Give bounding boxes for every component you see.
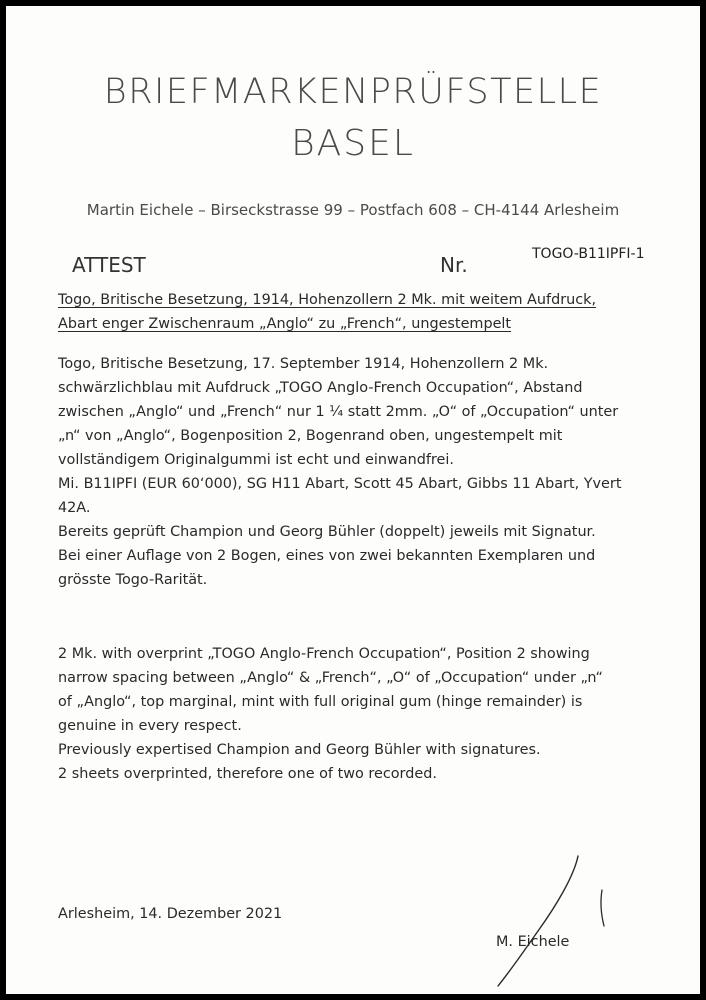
body-de-line: Bei einer Auflage von 2 Bogen, eines von zwei bekannten Exemplaren und <box>58 548 596 564</box>
body-de-line: vollständigem Originalgummi ist echt und einwandfrei. <box>58 452 454 468</box>
body-de-line: Bereits geprüft Champion und Georg Bühler (doppelt) jeweils mit Signatur. <box>58 524 596 540</box>
body-en-line: genuine in every respect. <box>58 718 242 734</box>
header-title-line2: BASEL <box>291 123 415 164</box>
body-de-line: 42A. <box>58 500 91 516</box>
body-de-line: „n“ von „Anglo“, Bogenposition 2, Bogenrand oben, ungestempelt mit <box>58 428 563 444</box>
body-en-line: of „Anglo“, top marginal, mint with full original gum (hinge remainder) is <box>58 694 583 710</box>
attest-number: TOGO-B11IPFI-1 <box>532 246 645 262</box>
attest-label: ATTEST <box>72 253 146 277</box>
signature-mark <box>476 846 626 994</box>
header-address: Martin Eichele – Birseckstrasse 99 – Postfach 608 – CH-4144 Arlesheim <box>86 201 620 219</box>
certificate-page <box>6 6 700 994</box>
nr-label: Nr. <box>440 253 468 277</box>
body-en-line: narrow spacing between „Anglo“ & „French“, „O“ of „Occupation“ under „n“ <box>58 670 603 686</box>
body-de-line: Togo, Britische Besetzung, 17. September 1914, Hohenzollern 2 Mk. <box>58 356 549 372</box>
body-de-line: grösste Togo-Rarität. <box>58 572 208 588</box>
body-de-line: Mi. B11IPFI (EUR 60‘000), SG H11 Abart, Scott 45 Abart, Gibbs 11 Abart, Yvert <box>58 476 622 492</box>
signer-name: M. Eichele <box>496 934 570 950</box>
body-en-line: 2 Mk. with overprint „TOGO Anglo-French Occupation“, Position 2 showing <box>58 646 590 662</box>
header-title-line1: BRIEFMARKENPRÜFSTELLE <box>103 72 603 112</box>
subject-line-1: Togo, Britische Besetzung, 1914, Hohenzollern 2 Mk. mit weitem Aufdruck, <box>58 292 597 308</box>
body-de-line: schwärzlichblau mit Aufdruck „TOGO Anglo-French Occupation“, Abstand <box>58 380 583 396</box>
body-de-line: zwischen „Anglo“ und „French“ nur 1 ¼ statt 2mm. „O“ of „Occupation“ unter <box>58 404 619 420</box>
body-en-line: Previously expertised Champion and Georg Bühler with signatures. <box>58 742 541 758</box>
body-en-line: 2 sheets overprinted, therefore one of two recorded. <box>58 766 437 782</box>
subject-line-2: Abart enger Zwischenraum „Anglo“ zu „French“, ungestempelt <box>58 316 512 332</box>
place-date: Arlesheim, 14. Dezember 2021 <box>58 906 283 922</box>
